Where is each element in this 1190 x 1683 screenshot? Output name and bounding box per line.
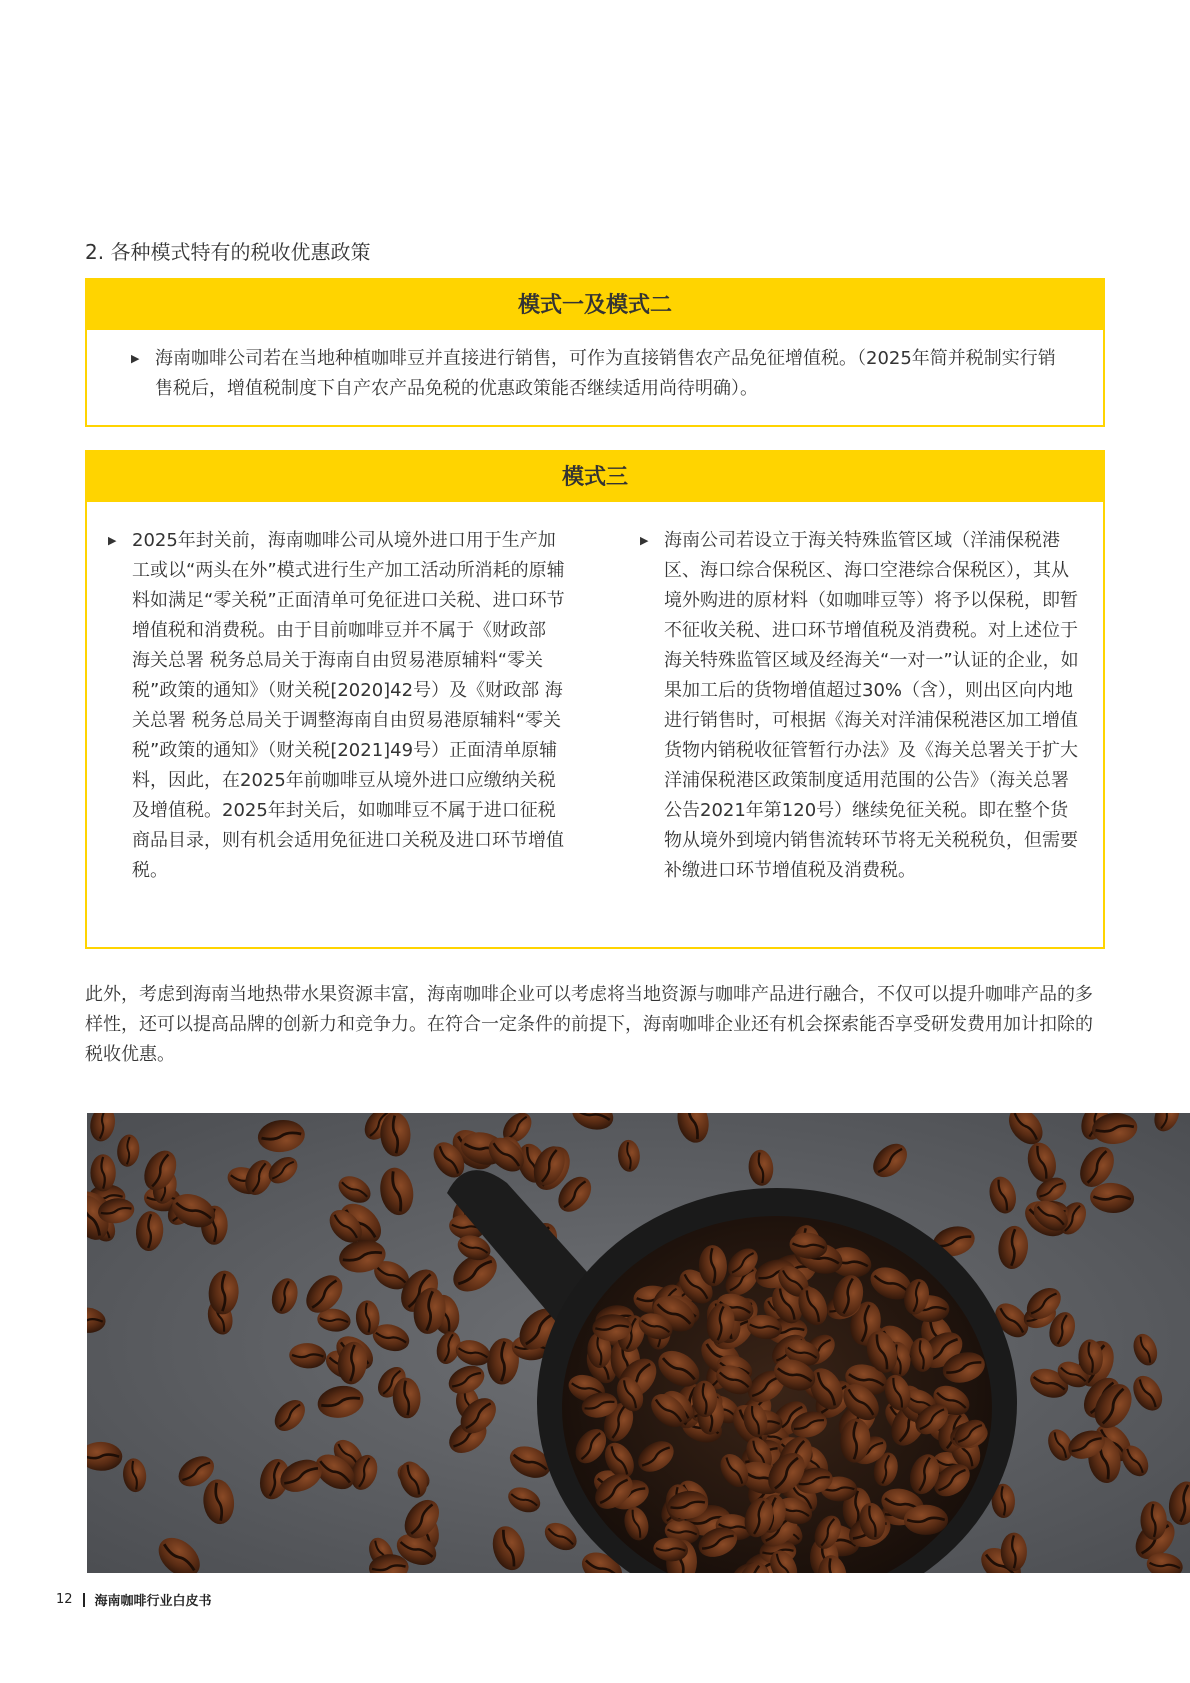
- coffee-photo-svg: [87, 1113, 1190, 1573]
- coffee-bean: [904, 1505, 948, 1535]
- triangle-bullet-icon: ▶: [640, 534, 649, 547]
- page-footer: [56, 1590, 212, 1609]
- bullet-text: 2025年封关前，海南咖啡公司从境外进口用于生产加工或以“两头在外”模式进行生产加工活动所消耗的原辅料如满足“零关税”正面清单可免征进口关税、进口环节增值税和消费税。由于目前咖啡豆并不属于《财政部 海关总署 税务总局关于海南自由贸易港原辅料“零关税”政策的通知》（财关税[2020]42号）及《财政部 海关总署 税务总局关于调整海南自由贸易港原辅料“零关税”政策的通知》（财关税[2021]49号）正面清单原辅料，因此，在2025年前咖啡豆从境外进口应缴纳关税及增值税。2025年封关后，如咖啡豆不属于进口征税商品目录，则有机会适用免征进口关税及进口环节增值税。: [132, 530, 565, 881]
- triangle-bullet-icon: ▶: [131, 352, 140, 365]
- footer-title: 海南咖啡行业白皮书: [94, 1594, 212, 1609]
- bullet-text: 海南公司若设立于海关特殊监管区域（洋浦保税港区、海口综合保税区、海口空港综合保税区），其从境外购进的原材料（如咖啡豆等）将予以保税，即暂不征收关税、进口环节增值税及消费税。对上述位于海关特殊监管区域及经海关“一对一”认证的企业，如果加工后的货物增值超过30%（含），则出区向内地进行销售时，可根据《海关对洋浦保税港区加工增值货物内销税收征管暂行办法》及《海关总署关于扩大洋浦保税港区政策制度适用范围的公告》（海关总署公告2021年第120号）继续免征关税。即在整个货物从境外到境内销售流转环节将无关税税负，但需要补缴进口环节增值税及消费税。: [664, 530, 1079, 881]
- body-paragraph: 此外，考虑到海南当地热带水果资源丰富，海南咖啡企业可以考虑将当地资源与咖啡产品进行融合，不仅可以提升咖啡产品的多样性，还可以提高品牌的创新力和竞争力。在符合一定条件的前提下，海南咖啡企业还有机会探索能否享受研发费用加计扣除的税收优惠。: [85, 984, 1093, 1065]
- footer-divider: [83, 1593, 85, 1607]
- section-heading: 2. 各种模式特有的税收优惠政策: [85, 240, 371, 264]
- mode-one-two-box: [85, 278, 1105, 427]
- mode-one-two-title: 模式一及模式二: [87, 280, 1103, 330]
- mode-one-two-bullet: [131, 344, 1066, 404]
- mode-three-title: 模式三: [87, 452, 1103, 502]
- coffee-bean: [90, 1154, 115, 1191]
- bullet-text: 海南咖啡公司若在当地种植咖啡豆并直接进行销售，可作为直接销售农产品免征增值税。（2025年简并税制实行销售税后，增值税制度下自产农产品免税的优惠政策能否继续适用尚待明确）。: [155, 348, 1056, 399]
- coffee-beans-cup-photo: [87, 1113, 1190, 1573]
- mode-three-right-bullet: [640, 526, 1080, 886]
- page-number: 12: [56, 1592, 73, 1607]
- mode-three-box: [85, 450, 1105, 949]
- coffee-bean: [1001, 1533, 1027, 1571]
- triangle-bullet-icon: ▶: [108, 534, 117, 547]
- mode-three-left-bullet: [108, 526, 568, 886]
